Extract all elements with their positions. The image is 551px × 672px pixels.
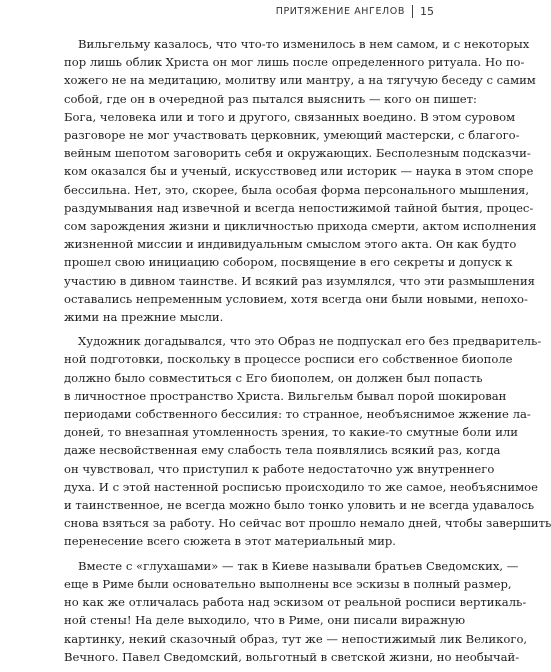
text-line: духа. И с этой настенной росписью происходило то же самое, необъяснимое: [64, 479, 538, 494]
running-head-separator: [412, 5, 413, 18]
text-line: оставались непременным условием, хотя всегда они были новыми, непохо-: [64, 291, 528, 306]
text-line: снова взяться за работу. Но сейчас вот прошло немало дней, чтобы завершить: [64, 516, 551, 531]
text-line: Вечного. Павел Сведомский, вольготный в светской жизни, но необычай-: [64, 649, 520, 664]
text-line: Бога, человека или и того и другого, связанных воедино. В этом суровом: [64, 109, 516, 124]
text-line: сом зарождения жизни и цикличностью прихода смерти, актом исполнения: [64, 219, 537, 234]
text-line: перенесение всего сюжета в этот материальный мир.: [64, 534, 396, 549]
text-line: в личностное пространство Христа. Вильгельм бывал порой шокирован: [64, 388, 507, 403]
text-line: прошел свою инициацию собором, посвящение в его секреты и допуск к: [64, 255, 513, 270]
body-text: [64, 35, 551, 672]
text-line: должно было совместиться с Его биополем, он должен был попасть: [64, 370, 483, 385]
text-line: он чувствовал, что приступил к работе недостаточно уж внутреннего: [64, 461, 495, 476]
text-line: жими на прежние мысли.: [64, 310, 224, 325]
text-line: картинку, некий сказочный образ, тут же — непостижимый лик Великого,: [64, 631, 528, 646]
text-line: пор лишь облик Христа он мог лишь после определенного ритуала. Но по-: [64, 55, 525, 70]
text-line: доней, то внезапная утомленность зрения, то какие-то смутные боли или: [64, 425, 519, 440]
paragraph: [64, 557, 528, 666]
text-line: Вместе с «глухашами» — так в Киеве называли братьев Сведомских, —: [78, 558, 519, 573]
text-line: хожего не на медитацию, молитву или мантру, а на тягучую беседу с самим: [64, 73, 536, 88]
running-head-title: ПРИТЯЖЕНИЕ АНГЕЛОВ: [275, 5, 405, 17]
text-line: жизненной миссии и индивидуальным смыслом этого акта. Он как будто: [64, 237, 517, 252]
text-line: участию в дивном таинстве. И всякий раз изумлялся, что эти размышления: [64, 273, 535, 288]
paragraph: [64, 332, 551, 550]
page-number: 15: [420, 4, 434, 18]
text-line: раздумывания над извечной и всегда непостижимой тайной бытия, процес-: [64, 200, 534, 215]
text-line: еще в Риме были основательно выполнены все эскизы в полный размер,: [64, 576, 512, 591]
text-line: Вильгельму казалось, что что-то изменилось в нем самом, и с некоторых: [78, 37, 530, 51]
text-line: ком оказался бы и ученый, искусствовед или историк — наука в этом споре: [64, 164, 534, 179]
text-line: разговоре не мог участвовать церковник, умеющий мастерски, с благого-: [64, 128, 520, 143]
running-head: [0, 3, 500, 19]
text-line: но как же отличалась работа над эскизом от реальной росписи вертикаль-: [64, 595, 527, 610]
text-line: ной подготовки, поскольку в процессе росписи его собственное биополе: [64, 352, 513, 367]
text-line: собой, где он в очередной раз пытался выяснить — кого он пишет:: [64, 91, 477, 106]
text-line: ной стены! На деле выходило, что в Риме, они писали виражную: [64, 613, 466, 628]
text-line: бессильна. Нет, это, скорее, была особая форма персонального мышления,: [64, 182, 530, 197]
text-line: даже несвойственная ему слабость тела появлялись всякий раз, когда: [64, 443, 501, 458]
paragraph: [64, 35, 537, 326]
text-line: вейным шепотом заговорить себя и окружающих. Бесполезным подсказчи-: [64, 146, 531, 161]
text-line: и таинственное, не всегда можно было тонко уловить и не всегда удавалось: [64, 498, 535, 513]
text-line: Художник догадывался, что это Образ не подпускал его без предваритель-: [78, 334, 542, 349]
text-line: периодами собственного бессилия: то странное, необъяснимое жжение ла-: [64, 407, 531, 422]
